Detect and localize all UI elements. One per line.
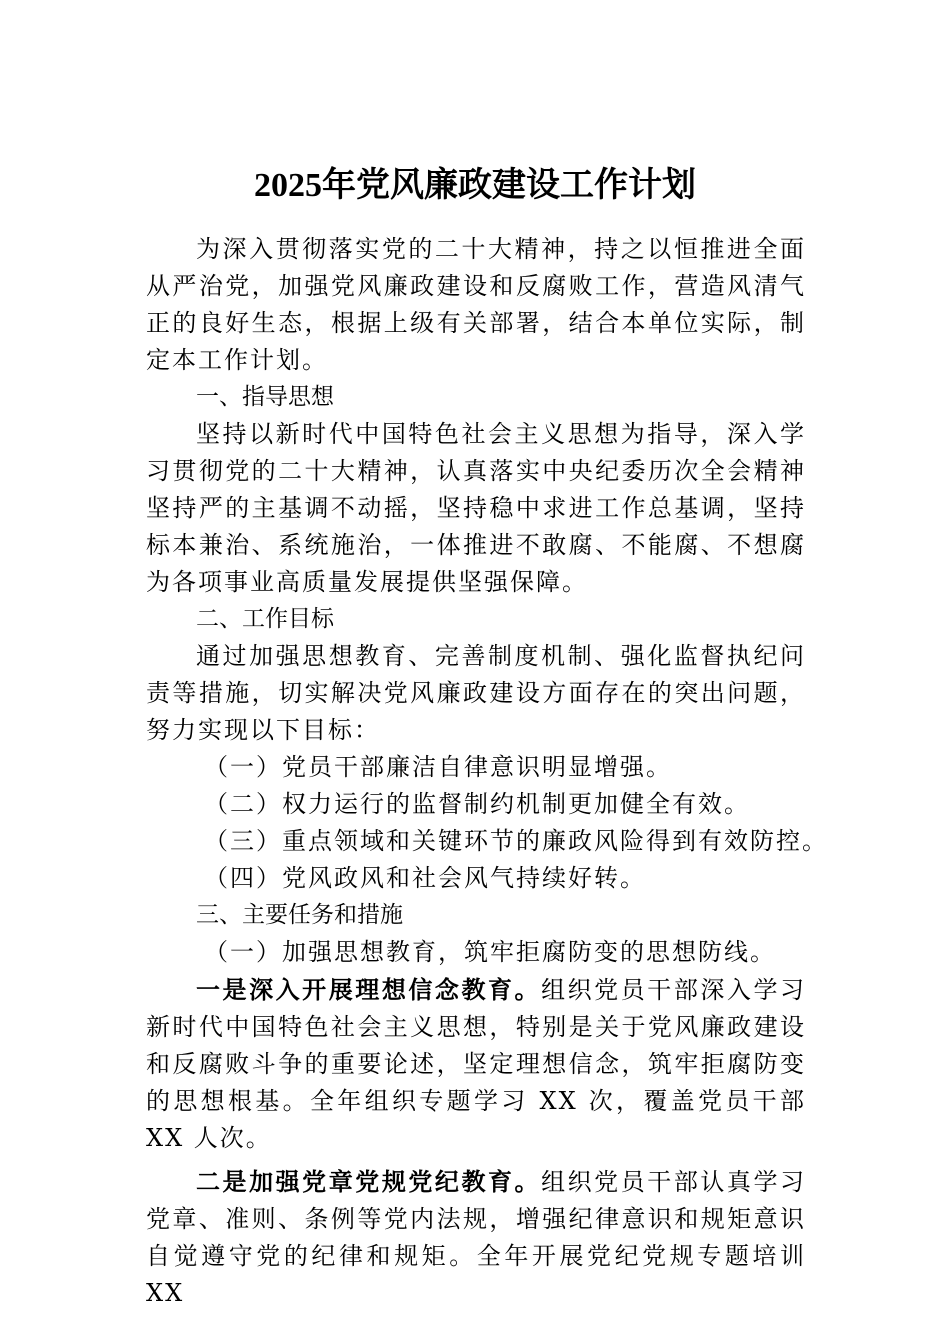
- guiding-thought-paragraph: 坚持以新时代中国特色社会主义思想为指导，深入学习贯彻党的二十大精神，认真落实中央纪委历次全会精神坚持严的主基调不动摇，坚持稳中求进工作总基调，坚持标本兼治、系统施治，一体推进不敢腐、不能腐、不想腐为各项事业高质量发展提供坚强保障。: [146, 420, 806, 596]
- document-body: [146, 226, 828, 1312]
- task-1-text: 组织党员干部深入学习新时代中国特色社会主义思想，特别是关于党风廉政建设和反腐败斗争的重要论述，坚定理想信念，筑牢拒腐防变的思想根基。全年组织专题学习 XX 次，覆盖党员干部 XX 人次。: [146, 976, 807, 1152]
- task-1-lead: 一是深入开展理想信念教育。: [196, 975, 542, 1004]
- intro-paragraph: 为深入贯彻落实党的二十大精神，持之以恒推进全面从严治党，加强党风廉政建设和反腐败工作，营造风清气正的良好生态，根据上级有关部署，结合本单位实际，制定本工作计划。: [146, 235, 806, 374]
- subsection-heading-education: （一）加强思想教育，筑牢拒腐防变的思想防线。: [204, 938, 776, 966]
- task-2-lead: 二是加强党章党规党纪教育。: [196, 1167, 542, 1196]
- section-heading-tasks: 三、主要任务和措施: [196, 902, 403, 928]
- work-goals-paragraph: 通过加强思想教育、完善制度机制、强化监督执纪问责等措施，切实解决党风廉政建设方面存在的突出问题，努力实现以下目标：: [146, 642, 806, 744]
- task-paragraph-1: [146, 971, 806, 1157]
- goal-item-1: （一）党员干部廉洁自律意识明显增强。: [204, 753, 672, 781]
- goal-item-3: （三）重点领域和关键环节的廉政风险得到有效防控。: [204, 827, 828, 855]
- goal-item-2: （二）权力运行的监督制约机制更加健全有效。: [204, 790, 750, 818]
- document-title: 2025年党风廉政建设工作计划: [254, 167, 696, 204]
- section-heading-work-goals: 二、工作目标: [196, 606, 334, 632]
- goal-item-4: （四）党风政风和社会风气持续好转。: [204, 864, 646, 892]
- task-2-text: 组织党员干部认真学习党章、准则、条例等党内法规，增强纪律意识和规矩意识自觉遵守党的纪律和规矩。全年开展党纪党规专题培训 XX: [146, 1168, 807, 1307]
- task-paragraph-2: [146, 1163, 806, 1312]
- section-heading-guiding-thought: 一、指导思想: [196, 384, 334, 410]
